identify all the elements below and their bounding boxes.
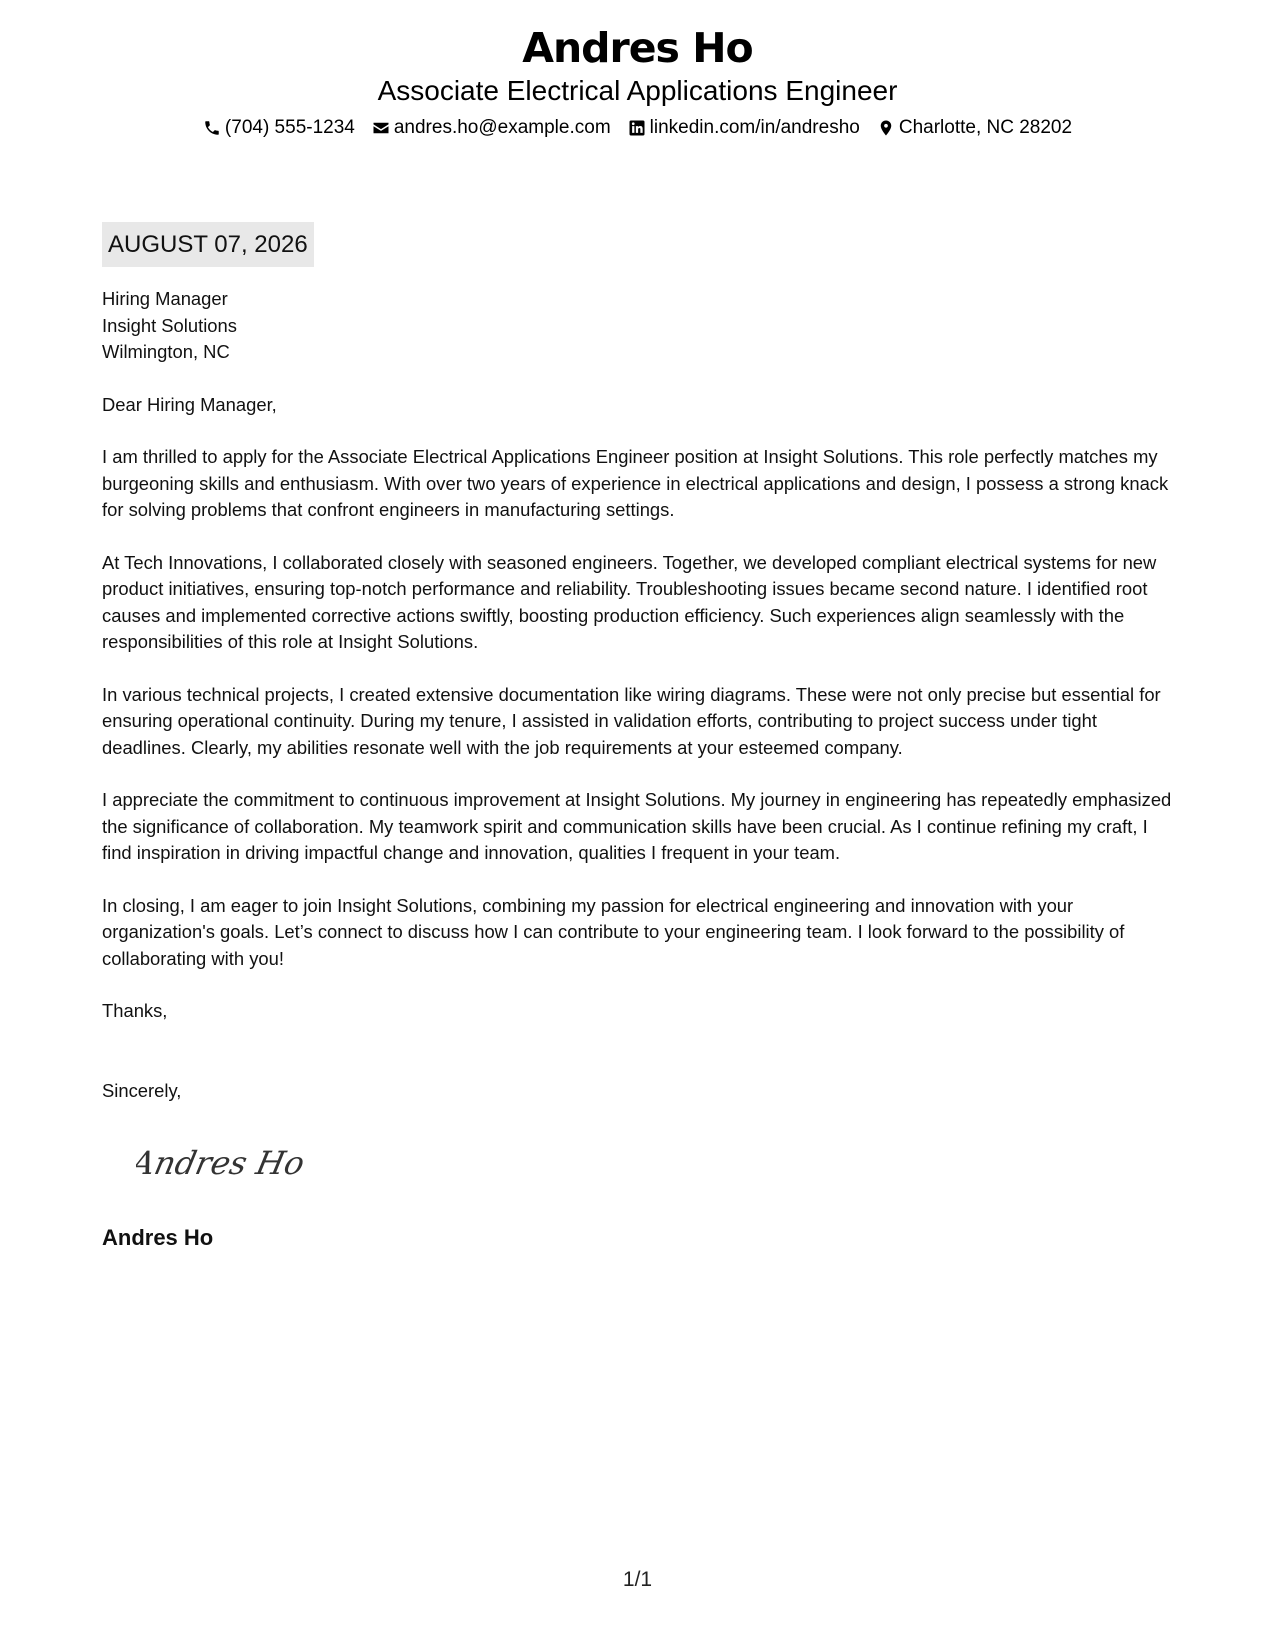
phone-text: (704) 555-1234 — [224, 117, 355, 138]
body-paragraph: In closing, I am eager to join Insight Solutions, combining my passion for electrical engineering and innovation with your organization's goals. Let’s connect to discuss how I can contribute to your engineering team. I look forward to the possibility of collaborating with you! — [102, 894, 1125, 969]
body-paragraph: I am thrilled to apply for the Associate Electrical Applications Engineer position at Insight Solutions. This role perfectly matches my burgeoning skills and enthusiasm. With over two years of experience in electrical applications and design, I possess a strong knack for solving problems that confront engineers in manufacturing settings. — [102, 446, 1169, 520]
thanks-line: Thanks, — [102, 1000, 168, 1021]
phone-icon — [203, 119, 221, 137]
contact-phone — [203, 116, 355, 140]
svg-text:Andres Ho: Andres Ho — [136, 1144, 308, 1182]
body-paragraph: I appreciate the commitment to continuous improvement at Insight Solutions. My journey in engineering has repeatedly emphasized the significance of collaboration. My teamwork spirit and communication skills have been crucial. As I continue refining my craft, I find inspiration in driving impactful change and innovation, qualities I frequent in your team. — [102, 789, 1172, 863]
recipient-block — [102, 286, 1177, 366]
page-number: 1/1 — [622, 1568, 653, 1591]
letter-date: AUGUST 07, 2026 — [102, 222, 314, 267]
linkedin-text: linkedin.com/in/andresho — [649, 117, 860, 138]
location-text: Charlotte, NC 28202 — [898, 117, 1073, 138]
closing-line: Sincerely, — [102, 1079, 182, 1101]
salutation: Dear Hiring Manager, — [102, 393, 277, 415]
recipient-line: Insight Solutions — [102, 314, 237, 336]
contact-bar — [0, 116, 1275, 140]
recipient-line: Hiring Manager — [102, 288, 228, 309]
letter-header — [0, 22, 1275, 140]
contact-location — [877, 116, 1072, 140]
contact-email — [372, 116, 611, 140]
email-text: andres.ho@example.com — [393, 117, 611, 138]
body-paragraph: At Tech Innovations, I collaborated closely with seasoned engineers. Together, we developed compliant electrical systems for new product initiatives, ensuring top-notch performance and reliability. Troubleshooting issues became second nature. I identified root causes and implemented corrective actions swiftly, boosting production efficiency. Such experiences align seamlessly with the responsibilities of this role at Insight Solutions. — [102, 551, 1157, 652]
job-title: Associate Electrical Applications Engineer — [377, 75, 898, 106]
applicant-name: Andres Ho — [522, 24, 753, 72]
letter-body — [102, 286, 1177, 1104]
map-pin-icon — [877, 119, 895, 137]
envelope-icon — [372, 119, 390, 137]
signer-name: Andres Ho — [102, 1225, 214, 1250]
handwritten-signature — [136, 1134, 326, 1188]
contact-linkedin — [628, 116, 860, 140]
body-paragraph: In various technical projects, I created extensive documentation like wiring diagrams. These were not only precise but essential for ensuring operational continuity. During my tenure, I assisted in validation efforts, contributing to project success under tight deadlines. Clearly, my abilities resonate well with the job requirements at your esteemed company. — [102, 683, 1161, 758]
recipient-line: Wilmington, NC — [102, 341, 230, 362]
linkedin-icon — [628, 119, 646, 137]
